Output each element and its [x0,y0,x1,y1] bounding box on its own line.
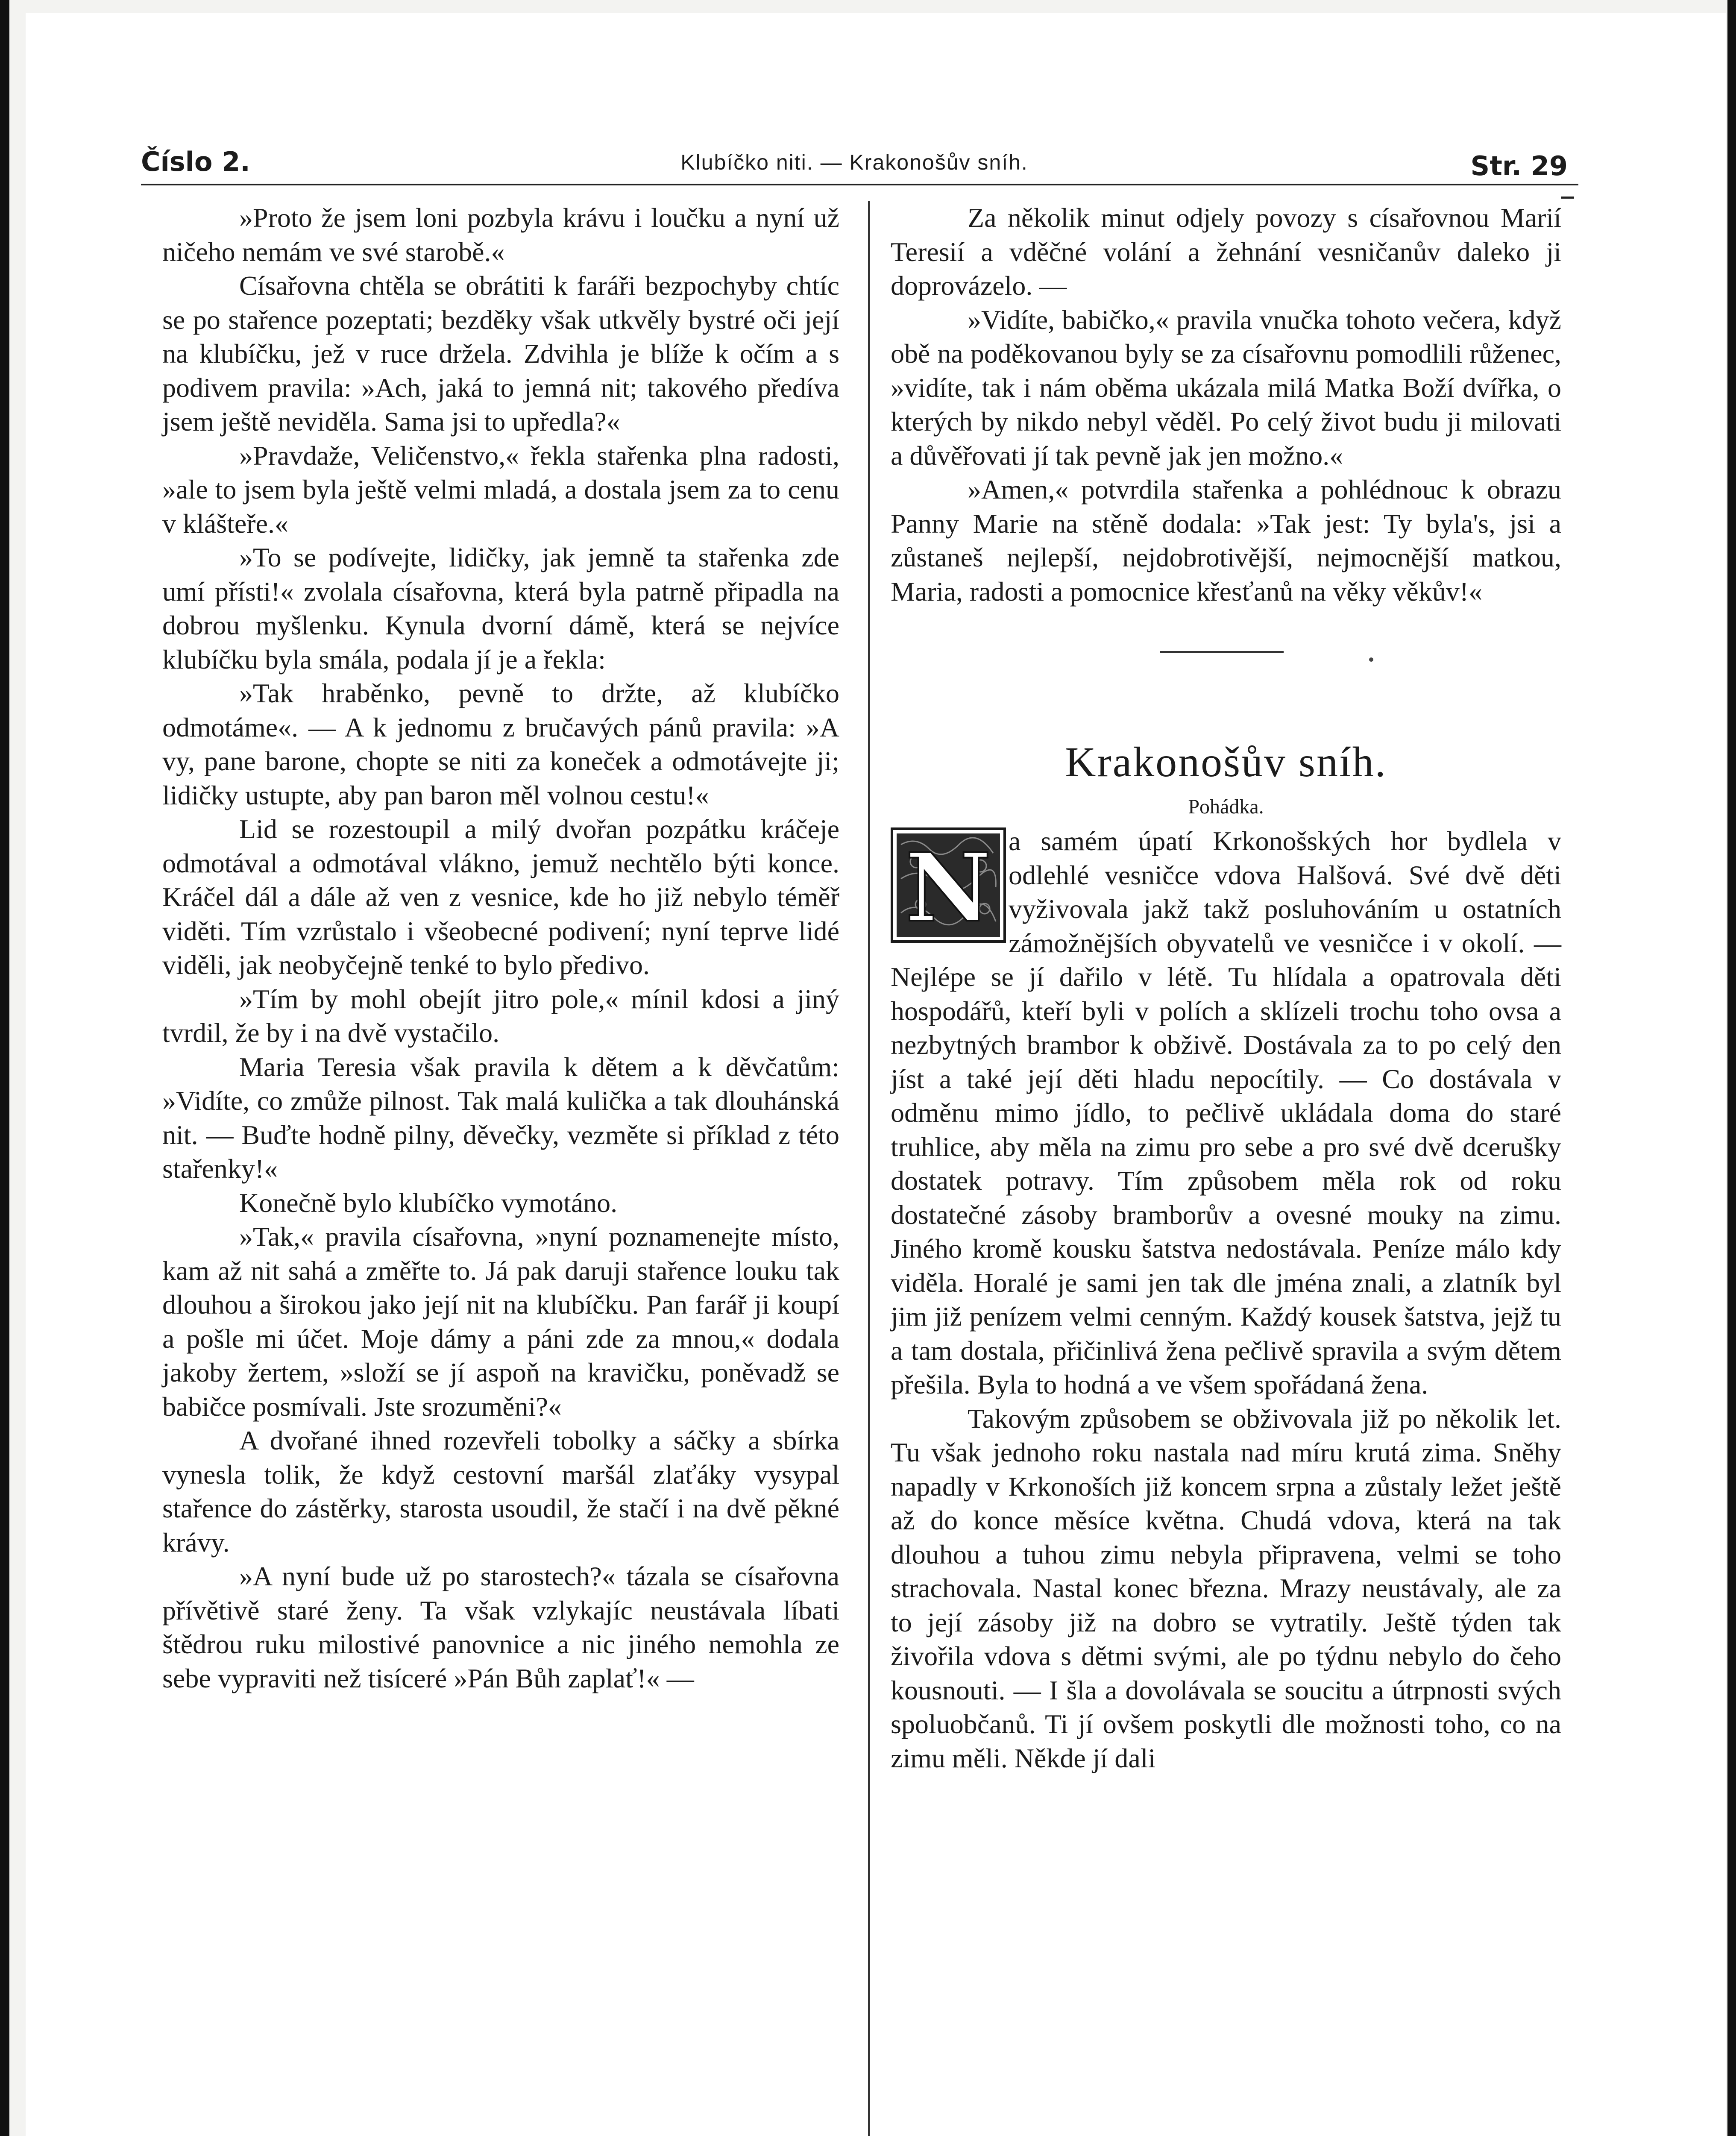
header-tick-mark [1561,197,1574,199]
section-separator [891,608,1561,662]
left-column [162,201,839,1695]
running-header [141,126,1568,182]
paragraph: »Tím by mohl obejít jitro pole,« mínil kdosi a jiný tvrdil, že by i na dvě vystačilo. [162,983,839,1048]
paragraph: »Pravdaže, Veličenstvo,« řekla stařenka plna radosti, »ale to jsem byla ještě velmi mladá, a dostala jsem za to cenu v klášteře.« [162,440,839,539]
decorative-initial [891,827,1006,943]
separator-dot [1369,657,1373,662]
paragraph: Maria Teresia však pravila k dětem a k děvčatům: »Vidíte, co zmůže pilnost. Tak malá kulička a tak dlouhánská nit. — Buďte hodně pilny, děvečky, vezměte si příklad z této stařenky!« [162,1051,839,1184]
paragraph: Císařovna chtěla se obrátiti k faráři bezpochyby chtíc se po stařence pozeptati; bezděky však utkvěly bystré oči její na klubíčku, jež v ruce držela. Zdvihla je blíže k očím a s podivem pravila: »Ach, jaká to jemná nit; takového předíva jsem ještě neviděla. Sama jsi to upředla?« [162,270,839,437]
running-title: Klubíčko niti. — Krakonošův sníh. [680,150,1028,174]
paragraph: »Tak,« pravila císařovna, »nyní poznamenejte místo, kam až nit sahá a změřte to. Já pak daruji stařence louku tak dlouhou a širokou jako její nit na klubíčku. Pan farář ji koupí a pošle mi účet. Moje dámy a páni zde za mnou,« dodala jakoby žertem, »složí se jí aspoň na kravičku, poněvadž se babičce posmívali. Jste srozuměni?« [162,1221,839,1422]
story-first-paragraph-text: a samém úpatí Krkonošských hor bydlela v odlehlé vesničce vdova Halšová. Své dvě děti vyživovala jakž takž posluhováním u ostatních zámožnějších obyvatelů ve vesničce i v okolí. — Nejlépe se jí dařilo v létě. Tu hlídala a opatrovala děti hospodářů, kteří byli v polích a sklízeli trochu toho ovsa a nezbytných brambor k obživě. Dostávala za to po celý den jíst a také její děti hladu nepocítily. — Co dostávala v odměnu mimo jídlo, to pečlivě ukládala doma do staré truhlice, aby měla na zimu pro sebe a pro své dvě dcerušky dostatek potravy. Tím způsobem měla rok od roku dostatečné zásoby bramborův a ovesné mouky na zimu. Jiného kromě kousku šatstva nedostávala. Peníze málo kdy viděla. Horalé je sami jen tak dle jména znali, a zlatník byl jim již penízem velmi cenným. Každý kousek šatstva, jejž tu a tam dostala, přičinlivá žena pečlivě spravila a svým dětem přešila. Byla to hodná a ve všem spořádaná žena. [891,826,1561,1400]
svg-text:N: N [905,832,991,943]
paragraph: »Proto že jsem loni pozbyla krávu i loučku a nyní už ničeho nemám ve své starobě.« [162,202,839,267]
story-first-paragraph [891,824,1561,1402]
paragraph: Takovým způsobem se obživovala již po několik let. Tu však jednoho roku nastala nad míru krutá zima. Sněhy napadly v Krkonoších již koncem srpna a zůstaly ležet ještě až do konce měsíce května. Chudá vdova, která na tak dlouhou a tuhou zimu nebyla připravena, velmi se toho strachovala. Nastal konec března. Mrazy neustávaly, ale za to její zásoby již na dobro se vytratily. Ještě týden tak živořila vdova s dětmi svými, ale po týdnu nebylo do čeho kousnouti. — I šla a dovolávala se soucitu a útrpnosti svých spoluobčanů. Ti jí ovšem poskytli dle možnosti toho, co na zimu měli. Někde jí dali [891,1403,1561,1773]
right-column [891,201,1561,1775]
ornamental-letter-n-icon [891,827,1006,943]
paragraph: »To se podívejte, lidičky, jak jemně ta stařenka zde umí přísti!« zvolala císařovna, která byla patrně připadla na dobrou myšlenku. Kynula dvorní dámě, která se nejvíce klubíčku byla smála, podala jí je a řekla: [162,542,839,675]
page-number: Str. 29 [1470,150,1568,182]
issue-number: Číslo 2. [141,146,250,177]
paragraph: Za několik minut odjely povozy s císařovnou Marií Teresií a vděčné volání a žehnání vesničanův daleko ji doprovázelo. — [891,202,1561,301]
story-subtitle: Pohádka. [1188,795,1264,818]
header-rule [141,184,1578,185]
paragraph: »Amen,« potvrdila stařenka a pohlédnouc k obrazu Panny Marie na stěně dodala: »Tak jest: Ty byla's, jsi a zůstaneš nejlepší, nejdobrotivější, nejmocnější matkou, Maria, radosti a pomocnice křesťanů na věky věkův!« [891,474,1561,607]
paragraph: »A nyní bude už po starostech?« tázala se císařovna přívětivě staré ženy. Ta však vzlykajíc neustávala líbati štědrou ruku milostivé panovnice a nic jiného nemohla ze sebe vypraviti než tisíceré »Pán Bůh zaplať!« — [162,1561,839,1693]
column-divider [868,201,870,2136]
paragraph: Konečně bylo klubíčko vymotáno. [239,1187,618,1218]
paragraph: »Tak hraběnko, pevně to držte, až klubíčko odmotáme«. — A k jednomu z bručavých pánů pravila: »A vy, pane barone, chopte se niti za koneček a odmotávejte ji; lidičky ustupte, aby pan baron měl volnou cestu!« [162,678,839,810]
story-title: Krakonošův sníh. [1065,738,1387,786]
paragraph: A dvořané ihned rozevřeli tobolky a sáčky a sbírka vynesla tolik, že když cestovní maršál zlaťáky vysypal stařence do zástěrky, starosta usoudil, že stačí i na dvě pěkné krávy. [162,1425,839,1558]
paragraph: »Vidíte, babičko,« pravila vnučka tohoto večera, když obě na poděkovanou byly se za císařovnu pomodlili růženec, »vidíte, tak i nám oběma ukázala milá Matka Boží dvířka, o kterých by nikdo nebyl věděl. Po celý život budu ji milovati a důvěřovati jí tak pevně jak jen možno.« [891,304,1561,471]
paragraph: Lid se rozestoupil a milý dvořan pozpátku kráčeje odmotával a odmotával vlákno, jemuž nechtělo býti konce. Kráčel dál a dále až ven z vesnice, kde ho již nebylo téměř viděti. Tím vzrůstalo i všeobecné podivení; nyní teprve lidé viděli, jak neobyčejně tenké to bylo předivo. [162,814,839,980]
separator-rule [1160,651,1284,653]
